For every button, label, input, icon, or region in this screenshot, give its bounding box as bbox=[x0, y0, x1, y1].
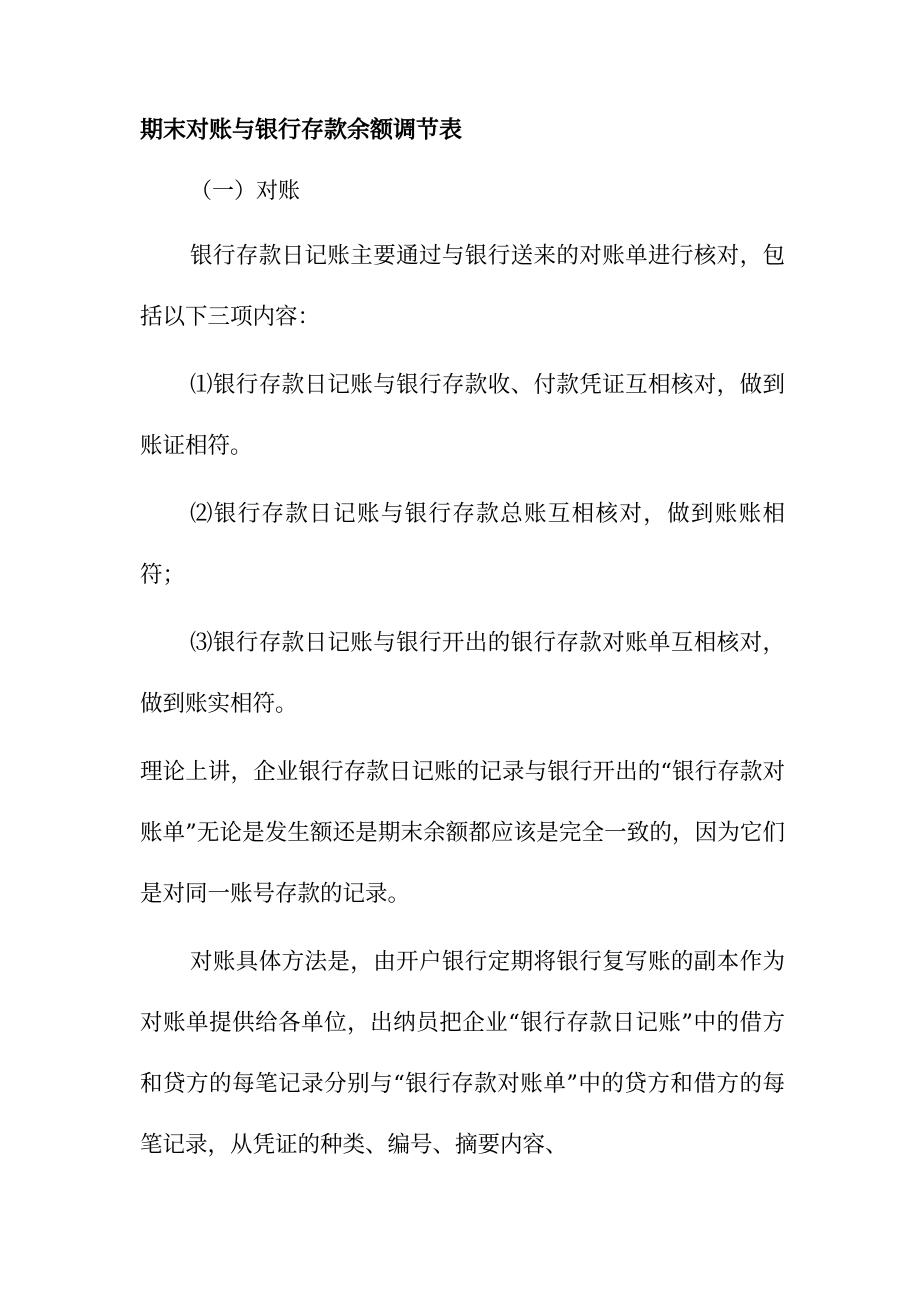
paragraph-theory: 理论上讲，企业银行存款日记账的记录与银行开出的“银行存款对账单”无论是发生额还是期末余额都应该是完全一致的，因为它们是对同一账号存款的记录。 bbox=[140, 759, 785, 907]
paragraph-item-1: ⑴银行存款日记账与银行存款收、付款凭证互相核对，做到账证相符。 bbox=[140, 372, 785, 459]
section-heading: （一）对账 bbox=[190, 179, 301, 204]
document-title: 期末对账与银行存款余额调节表 bbox=[140, 116, 462, 143]
paragraph-intro: 银行存款日记账主要通过与银行送来的对账单进行核对，包括以下三项内容： bbox=[140, 243, 785, 330]
paragraph-item-3: ⑶银行存款日记账与银行开出的银行存款对账单互相核对，做到账实相符。 bbox=[140, 630, 785, 717]
paragraph-method: 对账具体方法是，由开户银行定期将银行复写账的副本作为对账单提供给各单位，出纳员把企业“银行存款日记账”中的借方和贷方的每笔记录分别与“银行存款对账单”中的贷方和借方的每笔记录，从凭证的种类、编号、摘要内容、 bbox=[140, 949, 785, 1158]
paragraph-item-2: ⑵银行存款日记账与银行存款总账互相核对，做到账账相符； bbox=[140, 501, 785, 588]
